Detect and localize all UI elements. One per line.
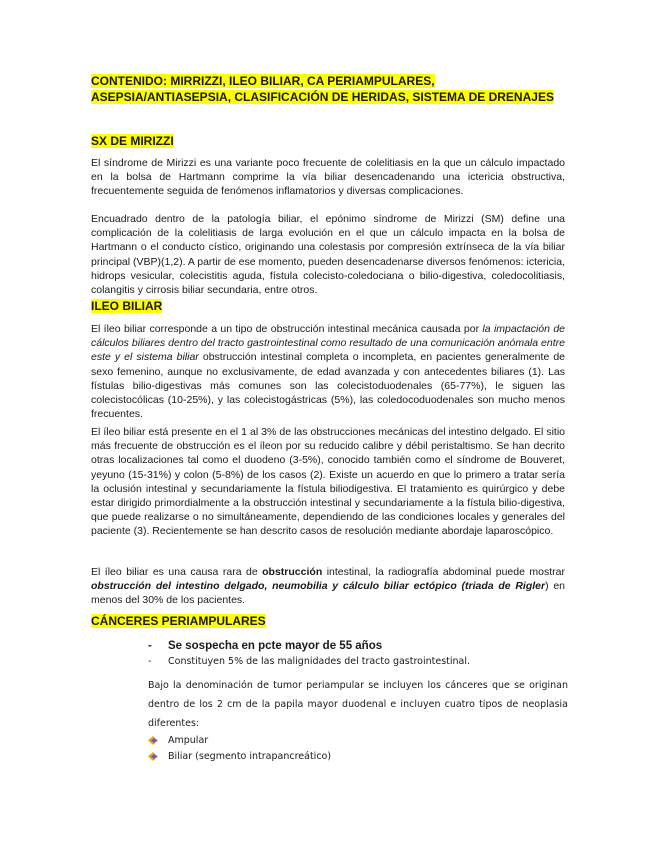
ileo-p3-text-c: ) en menos del 30% de los pacientes.	[91, 580, 566, 607]
page-title	[91, 73, 571, 105]
section-heading-mirizzi	[91, 134, 174, 149]
periampular-heading-text: CÁNCERES PERIAMPULARES	[91, 614, 266, 628]
section-heading-periampulares	[91, 614, 266, 629]
ileo-p3-bold-italic: obstrucción del intestino delgado, neumobilia y cálculo biliar ectópico (triada de Rigler	[91, 580, 546, 593]
mirizzi-paragraph-1: El síndrome de Mirizzi es una variante poco frecuente de colelitiasis en la que un cálculo impactado en la bolsa de Hartmann comprime la vía biliar desencadenando una ictericia obstructiva, frecuentemente seguida de fenómenos inflamatorios y diversas complicaciones.	[91, 157, 565, 198]
periampular-bullet-list	[148, 638, 568, 669]
bullet-diamond-icon	[148, 736, 160, 745]
list-item: - Se sospecha en pcte mayor de 55 años	[148, 638, 568, 654]
list-item	[148, 733, 331, 749]
type-ampular: Ampular	[168, 735, 209, 746]
periampular-intro: Bajo la denominación de tumor periampular se incluyen los cánceres que se originan dentro de los 2 cm de la papila mayor duodenal e incluyen cuatro tipos de neoplasia diferentes:	[148, 680, 568, 729]
ileo-paragraph-2: El íleo biliar está presente en el 1 al 3% de las obstrucciones mecánicas del intestino delgado. El sitio más frecuente de obstrucción es el íleon por su reducido calibre y débil peristaltismo. Se han decrito otras localizaciones tal como el duodeno (3-5%), conocido también como el síndrome de Bouveret, yeyuno (15-31%) y colon (5-8%) de los casos (2). Existe un acuerdo en que lo primero a tratar sería la oclusión intestinal y secundariamente la fístula biliodigestiva. El tratamiento es quirúrgico y debe estar dirigido primordialmente a la obstrucción intestinal y secundariamente a la fístula bilio-digestiva, que puede realizarse o no simultáneamente, dependiendo de las condiciones locales y generales del paciente (3). Recientemente se han descrito casos de resolución mediante abordaje laparoscópico.	[91, 426, 565, 538]
section-heading-ileo-biliar	[91, 299, 162, 314]
ileo-p1-italic: la impactación de cálculos biliares dentro del tracto gastrointestinal como resultado de una comunicación anómala entre este y el sistema biliar	[91, 323, 565, 364]
ileo-p3-text-a: El íleo biliar es una causa rara de	[91, 566, 263, 578]
ileo-paragraph-3	[91, 565, 565, 608]
ileo-heading-text: ILEO BILIAR	[91, 299, 163, 313]
bullet-diamond-icon	[148, 752, 160, 761]
ileo-paragraph-1	[91, 322, 565, 421]
list-item: - Constituyen 5% de las malignidades del tracto gastrointestinal.	[148, 654, 568, 669]
type-biliar: Biliar (segmento intrapancreático)	[168, 750, 332, 762]
mirizzi-heading-text: SX DE MIRIZZI	[91, 134, 174, 148]
page-title-text: CONTENIDO: MIRRIZZI, ILEO BILIAR, CA PERIAMPULARES, ASEPSIA/ANTIASEPSIA, CLASIFICACIÓN DE HERIDAS, SISTEMA DE DRENAJES	[91, 74, 554, 104]
mirizzi-paragraph-2: Encuadrado dentro de la patología biliar, el epónimo síndrome de Mirizzi (SM) define una complicación de la colelitiasis de larga evolución en el que un cálculo impacta en la bolsa de Hartmann o el conducto cístico, originando una colestasis por compresión extrínseca de la vía biliar principal (VBP)(1,2). A partir de ese momento, pueden desencadenarse diversos fenómenos: ictericia, hidrops vesicular, colecistitis aguda, fístula colecisto-coledociana o bilio-digestiva, coledocolitiasis, colangitis y cirrosis biliar secundaria, entre otros.	[91, 213, 565, 297]
list-item	[148, 749, 331, 765]
ileo-p3-bold: obstrucción	[262, 566, 323, 578]
neoplasia-types-list	[148, 733, 331, 764]
ileo-p3-text-b: intestinal, la radiografía abdominal puede mostrar	[322, 566, 565, 578]
ileo-p1-text-a: El íleo biliar corresponde a un tipo de obstrucción intestinal mecánica causada por	[91, 323, 483, 335]
ileo-p1-text-b: obstrucción intestinal completa o incompleta, en pacientes generalmente de sexo femenino, aunque no exclusivamente, de edad avanzada y con antecedentes biliares (1). Las fístulas bilio-digestivas más comunes son las colecistoduodenales (65-77%), le siguen las colecistocólicas (10-25%), y las colecistogástricas (5%), las coledocoduodenales son mucho menos frecuentes.	[91, 351, 566, 421]
